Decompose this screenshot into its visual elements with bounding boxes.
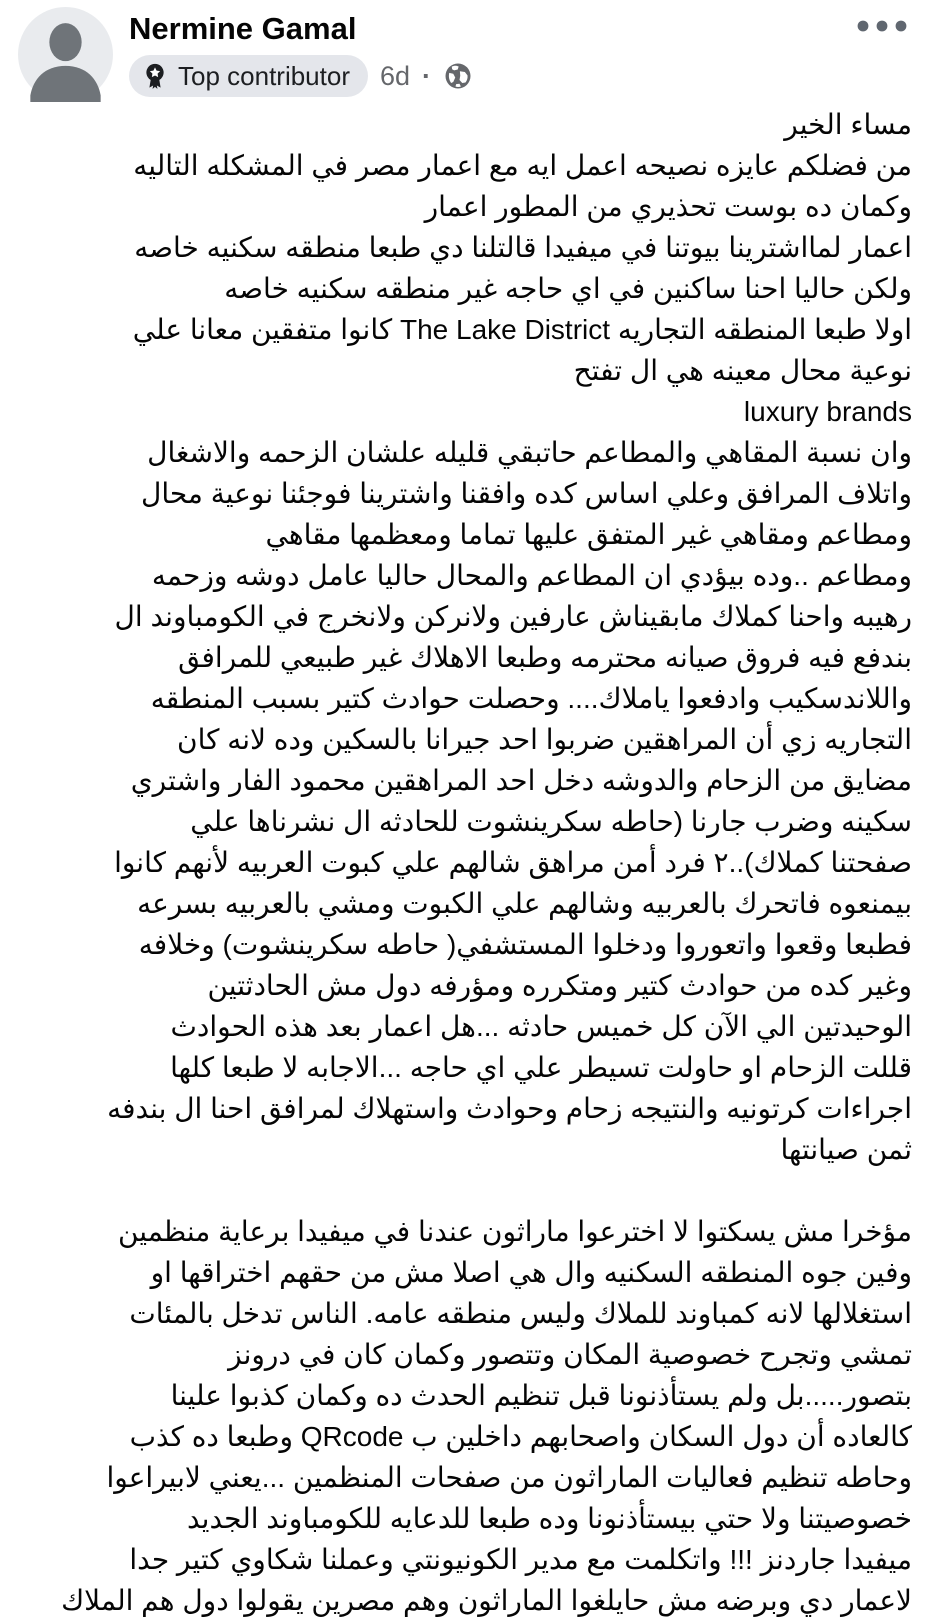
post-text-line: ومطاعم ..وده بيؤدي ان المطاعم والمحال حاليا عامل دوشه وزحمه: [151, 560, 912, 591]
globe-icon: [443, 61, 473, 91]
post-text-line: قللت الزحام او حاولت تسيطر علي اي حاجه ...الاجابه لا طبعا كلها: [170, 1052, 912, 1083]
post-meta-row: [129, 55, 473, 97]
post-text-line: بتصور.....بل ولم يستأذنونا قبل تنظيم الحدث ده وكمان كذبوا علينا: [170, 1380, 912, 1411]
post-text-line: اعمار لمااشترينا بيوتنا في ميفيدا قالتلنا دي طبعا منطقه سكنيه خاصه: [134, 232, 912, 263]
post-text-line: واللاندسكيب وادفعوا ياملاك.... وحصلت حوادث كتير بسبب المنطقه: [150, 683, 912, 714]
ellipsis-icon: [856, 19, 908, 33]
post-text-line: مساء الخير: [784, 109, 912, 140]
post-text-line: رهيبه واحنا كملاك مابقيناش عارفين ولانركن ولانخرج في الكومباوند ال: [114, 601, 912, 632]
badge-label: Top contributor: [178, 61, 350, 91]
post-text-line: صفحتنا كملاك)..٢ فرد أمن مراهق شالهم علي كبوت العربيه لأنهم كانوا: [114, 847, 912, 878]
post-timestamp[interactable]: 6d: [379, 60, 411, 91]
post-text-line: من فضلكم عايزه نصيحه اعمل ايه مع اعمار مصر في المشكله التاليه: [133, 150, 912, 181]
post-text-line: نوعية محال معينه هي ال تفتح: [573, 355, 912, 386]
post-options-button[interactable]: [852, 8, 912, 44]
post-text-line: اولا طبعا المنطقه التجاريه The Lake District كانوا متفقين معانا علي: [132, 314, 912, 345]
post-text-line: كالعاده أن دول السكان واصحابهم داخلين ب QRcode وطبعا ده كذب: [129, 1421, 912, 1452]
post-text-line: الوحيدتين الي الآن كل خميس حادثه ...هل اعمار بعد هذه الحوادث: [170, 1011, 912, 1042]
medal-icon: [141, 62, 169, 90]
post-text-line: ثمن صيانتها: [780, 1134, 912, 1165]
post-text-line: واتلاف المرافق وعلي اساس كده وافقنا واشترينا فوجئنا نوعية محال: [140, 478, 912, 509]
post-text-line: سكينه وضرب جارنا (حاطه سكرينشوت للحادثه ال نشرناها علي: [190, 806, 912, 837]
author-name[interactable]: Nermine Gamal: [129, 11, 357, 46]
privacy-indicator: [443, 61, 473, 91]
post-text-line: مضايق من الزحام والدوشه دخل احد المراهقين محمود الفار واشتري: [130, 765, 912, 796]
post-text-line: وغير كده من حوادث كتير ومتكرره ومؤرفه دول مش الحادثتين: [207, 970, 912, 1001]
dot-separator: ·: [422, 60, 432, 91]
post-text-line: ومطاعم ومقاهي غير المتفق عليها تماما ومعظمها مقاهي: [265, 519, 912, 550]
default-avatar-icon: [18, 7, 113, 102]
post-text-line: خصوصيتنا ولا حتي بيستأذنونا وده طبعا للدعايه للكومباوند الجديد: [186, 1503, 912, 1534]
header-info: [129, 7, 473, 97]
post-text-line: استغلالها لانه كمباوند للملاك وليس منطقه عامه. الناس تدخل بالمئات: [129, 1298, 912, 1329]
post-text-line: بيمنعوه فاتحرك بالعربيه وشالهم علي الكبوت ومشي بالعربيه بسرعه: [137, 888, 912, 919]
post-text-line: وكمان ده بوست تحذيري من المطور اعمار: [424, 191, 912, 222]
post-text-line: ميفيدا جاردنز !!! واتكلمت مع مدير الكونيونتي وعملنا شكاوي كتير جدا: [129, 1544, 912, 1575]
avatar[interactable]: [18, 7, 113, 102]
post-text-line: التجاريه زي أن المراهقين ضربوا احد جيرانا بالسكين وده لانه كان: [177, 724, 912, 755]
post-text-line: ولكن حاليا احنا ساكنين في اي حاجه غير منطقه سكنيه خاصه: [224, 273, 912, 304]
post-text-line: بندفع فيه فروق صيانه محترمه وطبعا الاهلاك غير طبيعي للمرافق: [178, 642, 912, 673]
post-text-line: تمشي وتجرح خصوصية المكان وتتصور وكمان كان في درونز: [228, 1339, 912, 1370]
post-text-line: وان نسبة المقاهي والمطاعم حاتبقي قليله علشان الزحمه والاشغال: [147, 437, 912, 468]
post-text-line: مؤخرا مش يسكتوا لا اخترعوا ماراثون عندنا في ميفيدا برعاية منظمين: [117, 1216, 912, 1247]
post-text-line: luxury brands: [743, 396, 912, 427]
post-text-line: وحاطه تنظيم فعاليات الماراثون من صفحات المنظمين ...يعني لابيراعوا: [106, 1462, 912, 1493]
post-text-line: لاعمار دي وبرضه مش حايلغوا الماراثون وهم مصرين يقولوا دول هم الملاك: [61, 1585, 912, 1616]
post-text-line: [10, 1170, 912, 1211]
post-text-line: وفين جوه المنطقه السكنيه وال هي اصلا مش من حقهم اختراقها او: [150, 1257, 912, 1288]
post-text-line: اجراءات كرتونيه والنتيجه زحام وحوادث واستهلاك لمرافق احنا ال بندفه: [107, 1093, 912, 1124]
post-text-line: فطبعا وقعوا واتعوروا ودخلوا المستشفي( حاطه سكرينشوت) وخلافه: [138, 929, 912, 960]
post-body-text: [0, 104, 934, 1621]
top-contributor-badge[interactable]: [129, 55, 368, 97]
post-header: [0, 0, 934, 102]
